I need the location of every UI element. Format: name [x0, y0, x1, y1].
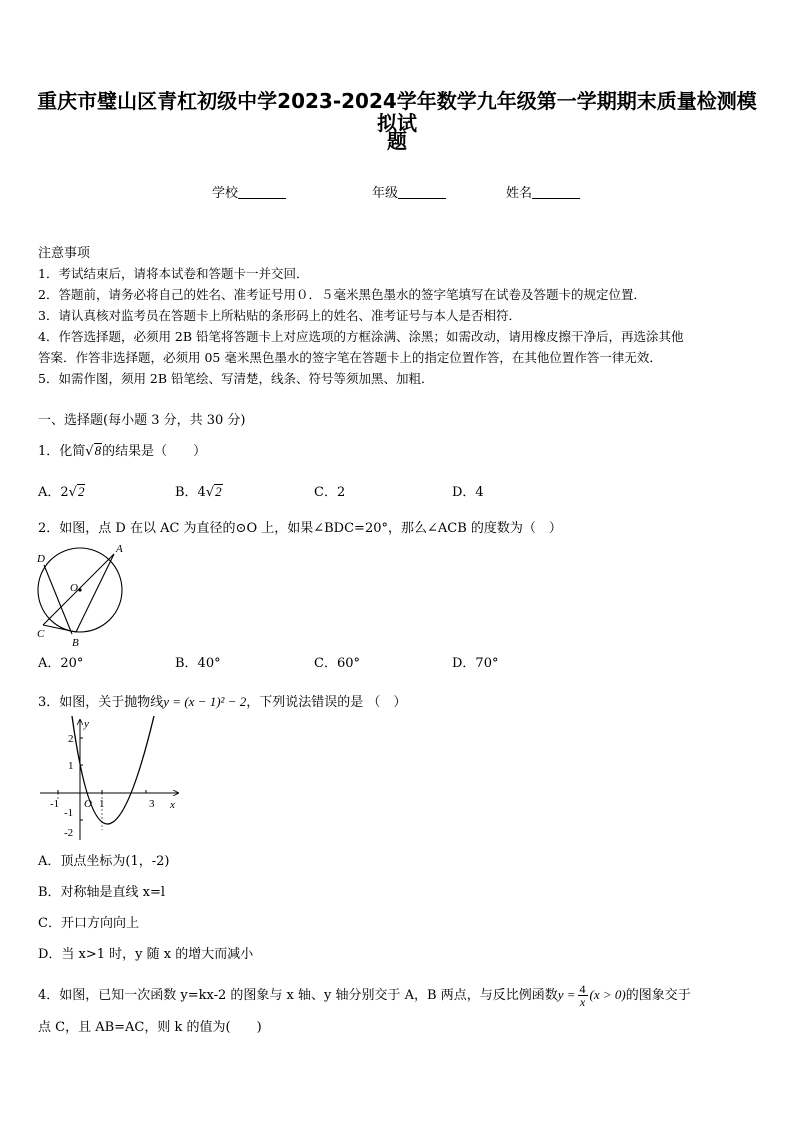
q1-option-d: D．4: [452, 485, 484, 500]
xtick-neg1: -1: [50, 798, 60, 810]
section-heading: 一、选择题(每小题 3 分，共 30 分): [38, 413, 246, 428]
q1-option-a-radicand: 2: [77, 484, 85, 499]
q1-option-b-radicand: 2: [215, 484, 222, 499]
document-title-line1: 重庆市璧山区青杠初级中学2023-2024学年数学九年级第一学期期末质量检测模拟试: [37, 89, 757, 135]
question-2: 2．如图，点 D 在以 AC 为直径的⊙O 上，如果∠BDC=20°，那么∠ACB 的度数为（ ）: [38, 521, 562, 536]
center-point: [78, 588, 81, 591]
notice-item: 4．作答选择题，必须用 2B 铅笔将答题卡上对应选项的方框涂满、涂黑；如需改动，请用橡皮擦干净后，再选涂其他: [38, 329, 684, 344]
label-o: O: [70, 582, 78, 594]
q4-text-a: 4．如图，已知一次函数 y=kx-2 的图象与 x 轴、y 轴分别交于 A，B 两点，与反比例函数: [38, 988, 558, 1003]
q4-fraction: [578, 983, 588, 1008]
q1-prefix: 1．化简: [38, 444, 86, 459]
q3-option-a: A．顶点坐标为(1，-2): [38, 854, 170, 869]
ytick-neg1: -1: [64, 807, 74, 819]
q3-parabola-figure: [36, 716, 186, 844]
q3-option-b: B．对称轴是直线 x=l: [38, 885, 166, 900]
q1-option-a-label: A．2: [38, 485, 69, 500]
q1-option-b: B．4√2: [175, 484, 222, 500]
label-b: B: [72, 637, 79, 649]
notice-item: 2．答题前，请务必将自己的姓名、准考证号用０．５毫米黑色墨水的签字笔填写在试卷及答题卡的规定位置．: [38, 287, 646, 302]
ytick-2: 2: [68, 733, 74, 745]
q1-option-c: C．2: [314, 485, 346, 500]
grade-field: [372, 182, 446, 201]
name-label: 姓名: [506, 186, 533, 201]
notice-item: 答案．作答非选择题，必须用 05 毫米黑色墨水的签字笔在答题卡上的指定位置作答，在其他位置作答一律无效．: [38, 350, 662, 365]
document-title-line2: 题: [387, 129, 407, 153]
q3-option-d: D．当 x>1 时，y 随 x 的增大而减小: [38, 947, 254, 962]
q3-prefix: 3．如图，关于抛物线: [38, 695, 164, 710]
q1-option-b-label: B．4: [175, 485, 206, 500]
xtick-3: 3: [149, 798, 155, 810]
notice-heading: 注意事项: [38, 246, 91, 261]
q2-option-b: B．40°: [175, 656, 221, 671]
label-y: y: [84, 718, 89, 730]
question-4: [38, 983, 691, 1008]
notice-item: 5．如需作图，须用 2B 铅笔绘、写清楚，线条、符号等须加黑、加粗．: [38, 371, 434, 386]
ytick-1: 1: [68, 760, 74, 772]
label-d: D: [37, 553, 45, 565]
name-blank: [532, 186, 580, 199]
label-a: A: [116, 543, 123, 555]
name-field: [506, 182, 580, 201]
q4-fn-y: y =: [557, 987, 576, 1002]
q2-circle-figure: [30, 540, 134, 650]
school-label: 学校: [212, 186, 239, 201]
q2-option-d: D．70°: [452, 656, 499, 671]
label-x: x: [170, 799, 175, 811]
q4-fraction-numerator: 4: [579, 982, 586, 996]
xtick-1: 1: [99, 798, 105, 810]
q2-option-c: C．60°: [314, 656, 360, 671]
question-3: [38, 693, 406, 711]
q3-suffix: ，下列说法错误的是 （ ）: [246, 695, 407, 710]
grade-label: 年级: [372, 186, 399, 201]
q1-suffix: 的结果是（ ）: [102, 444, 207, 459]
q4-fraction-denominator: x: [579, 995, 586, 1009]
school-field: [212, 182, 286, 201]
q1-radicand: 8: [94, 443, 102, 458]
q3-equation: y = (x − 1)² − 2: [163, 694, 247, 709]
label-origin: O: [84, 798, 92, 810]
school-blank: [238, 186, 286, 199]
q4-text-b: 的图象交于: [625, 988, 691, 1003]
q4-line2: 点 C，且 AB=AC，则 k 的值为( ): [38, 1020, 262, 1035]
notice-item: 3．请认真核对监考员在答题卡上所粘贴的条形码上的姓名、准考证号与本人是否相符．: [38, 308, 521, 323]
grade-blank: [398, 186, 446, 199]
label-c: C: [37, 628, 45, 640]
q2-option-a: A．20°: [38, 656, 84, 671]
q3-option-c: C．开口方向向上: [38, 916, 139, 931]
question-1: 1．化简√8的结果是（ ）: [38, 443, 207, 459]
notice-item: 1．考试结束后，请将本试卷和答题卡一并交回．: [38, 266, 309, 281]
q1-option-a: A．2√2: [38, 484, 85, 500]
q4-fn-condition: (x > 0): [589, 987, 626, 1002]
ytick-neg2: -2: [64, 827, 74, 839]
